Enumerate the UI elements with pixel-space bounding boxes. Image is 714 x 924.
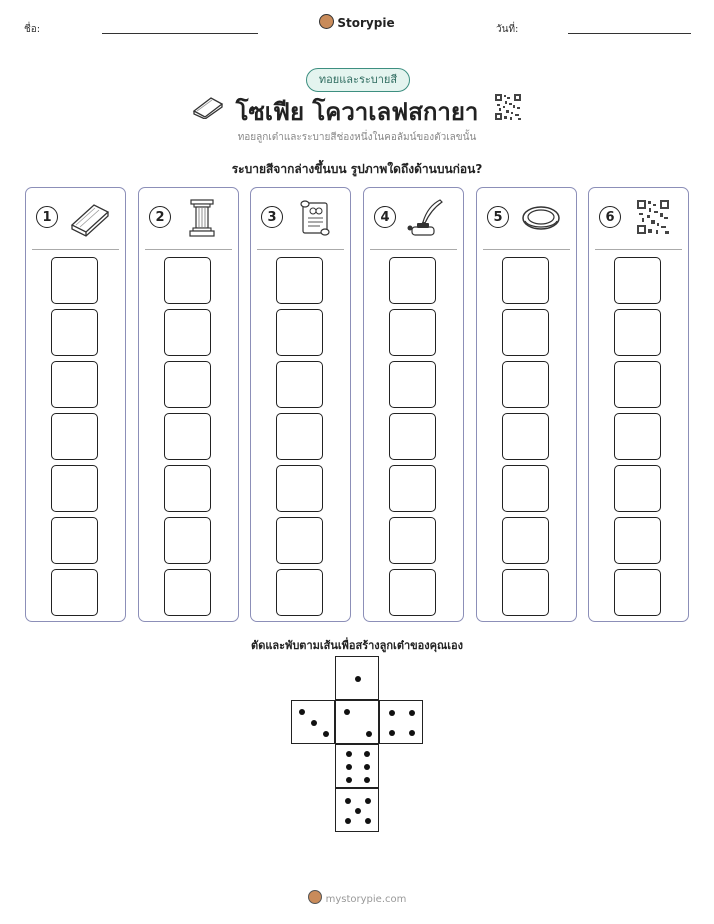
color-box[interactable] xyxy=(502,517,549,564)
dice-face-5 xyxy=(335,788,379,832)
name-line[interactable] xyxy=(102,33,258,34)
column-divider xyxy=(370,249,457,250)
column-number: 1 xyxy=(36,206,58,228)
color-box[interactable] xyxy=(502,361,549,408)
column-4 xyxy=(363,187,464,622)
color-box[interactable] xyxy=(389,517,436,564)
color-box[interactable] xyxy=(502,309,549,356)
scroll-icon xyxy=(293,198,337,238)
dice-pip xyxy=(355,808,361,814)
column-pedestal-icon xyxy=(181,198,225,238)
color-box[interactable] xyxy=(276,413,323,460)
color-box[interactable] xyxy=(51,465,98,512)
dice-face-2 xyxy=(335,700,379,744)
page-title: โซเฟีย โควาเลฟสกายา xyxy=(235,98,479,126)
color-box[interactable] xyxy=(51,517,98,564)
dice-pip xyxy=(389,730,395,736)
date-label: วันที่: xyxy=(496,24,519,35)
footer xyxy=(0,890,714,905)
color-box[interactable] xyxy=(164,569,211,616)
quill-inkwell-icon xyxy=(406,198,450,238)
column-divider xyxy=(145,249,232,250)
color-box[interactable] xyxy=(614,413,661,460)
color-box[interactable] xyxy=(389,465,436,512)
dice-pip xyxy=(346,777,352,783)
color-box[interactable] xyxy=(389,569,436,616)
column-6 xyxy=(588,187,689,622)
color-box[interactable] xyxy=(276,465,323,512)
color-box[interactable] xyxy=(276,309,323,356)
color-box[interactable] xyxy=(276,361,323,408)
color-box[interactable] xyxy=(164,465,211,512)
color-box[interactable] xyxy=(502,569,549,616)
color-box[interactable] xyxy=(389,361,436,408)
dice-face-1 xyxy=(335,656,379,700)
cut-instruction: ตัดและพับตามเส้นเพื่อสร้างลูกเต๋าของคุณเอง xyxy=(251,639,463,652)
dice-pip xyxy=(346,764,352,770)
color-box[interactable] xyxy=(164,517,211,564)
column-2 xyxy=(138,187,239,622)
title-qr-code-icon xyxy=(494,93,522,121)
color-box[interactable] xyxy=(389,257,436,304)
date-line[interactable] xyxy=(568,33,691,34)
dice-pip xyxy=(311,720,317,726)
color-box[interactable] xyxy=(502,465,549,512)
color-box[interactable] xyxy=(276,517,323,564)
column-divider xyxy=(32,249,119,250)
color-box[interactable] xyxy=(614,361,661,408)
column-5 xyxy=(476,187,577,622)
activity-tag: ทอยและระบายสี xyxy=(306,68,410,92)
ring-icon xyxy=(519,198,563,238)
column-1 xyxy=(25,187,126,622)
footer-url[interactable]: mystorypie.com xyxy=(325,894,407,905)
color-box[interactable] xyxy=(164,257,211,304)
column-number: 4 xyxy=(374,206,396,228)
column-number: 3 xyxy=(261,206,283,228)
color-box[interactable] xyxy=(276,569,323,616)
column-3 xyxy=(250,187,351,622)
dice-pip xyxy=(364,777,370,783)
color-box[interactable] xyxy=(614,569,661,616)
question: ระบายสีจากล่างขึ้นบน รูปภาพใดถึงด้านบนก่อน? xyxy=(231,162,483,176)
color-box[interactable] xyxy=(389,413,436,460)
dice-pip xyxy=(346,751,352,757)
column-number: 6 xyxy=(599,206,621,228)
dice-pip xyxy=(299,709,305,715)
column-divider xyxy=(595,249,682,250)
brand-name: Storypie xyxy=(337,16,395,30)
dice-pip xyxy=(409,730,415,736)
color-box[interactable] xyxy=(614,517,661,564)
dice-face-6 xyxy=(335,744,379,788)
color-box[interactable] xyxy=(164,361,211,408)
color-box[interactable] xyxy=(502,413,549,460)
column-divider xyxy=(257,249,344,250)
dice-pip xyxy=(345,818,351,824)
bear-logo-icon xyxy=(308,890,322,904)
dice-pip xyxy=(365,798,371,804)
bear-logo-icon xyxy=(319,14,334,29)
dice-pip xyxy=(323,731,329,737)
dice-pip xyxy=(409,710,415,716)
dice-pip xyxy=(355,676,361,682)
subtitle: ทอยลูกเต๋าและระบายสีช่องหนึ่งในคอลัมน์ของตัวเลขนั้น xyxy=(237,132,477,143)
dice-pip xyxy=(345,798,351,804)
dice-pip xyxy=(364,751,370,757)
qr-code-icon xyxy=(631,198,675,238)
dice-face-4 xyxy=(379,700,423,744)
color-box[interactable] xyxy=(164,309,211,356)
color-box[interactable] xyxy=(51,361,98,408)
color-box[interactable] xyxy=(51,309,98,356)
color-box[interactable] xyxy=(614,309,661,356)
dice-pip xyxy=(365,818,371,824)
name-label: ชื่อ: xyxy=(24,24,41,35)
brand-logo xyxy=(0,14,714,30)
color-box[interactable] xyxy=(614,465,661,512)
color-box[interactable] xyxy=(51,413,98,460)
color-box[interactable] xyxy=(276,257,323,304)
color-box[interactable] xyxy=(389,309,436,356)
color-box[interactable] xyxy=(164,413,211,460)
column-number: 2 xyxy=(149,206,171,228)
dice-face-3 xyxy=(291,700,335,744)
color-box[interactable] xyxy=(502,257,549,304)
color-box[interactable] xyxy=(51,257,98,304)
column-divider xyxy=(483,249,570,250)
book-icon xyxy=(68,198,112,238)
dice-pip xyxy=(389,710,395,716)
dice-pip xyxy=(364,764,370,770)
dice-pip xyxy=(344,709,350,715)
color-box[interactable] xyxy=(51,569,98,616)
column-number: 5 xyxy=(487,206,509,228)
dice-pip xyxy=(366,731,372,737)
color-box[interactable] xyxy=(614,257,661,304)
